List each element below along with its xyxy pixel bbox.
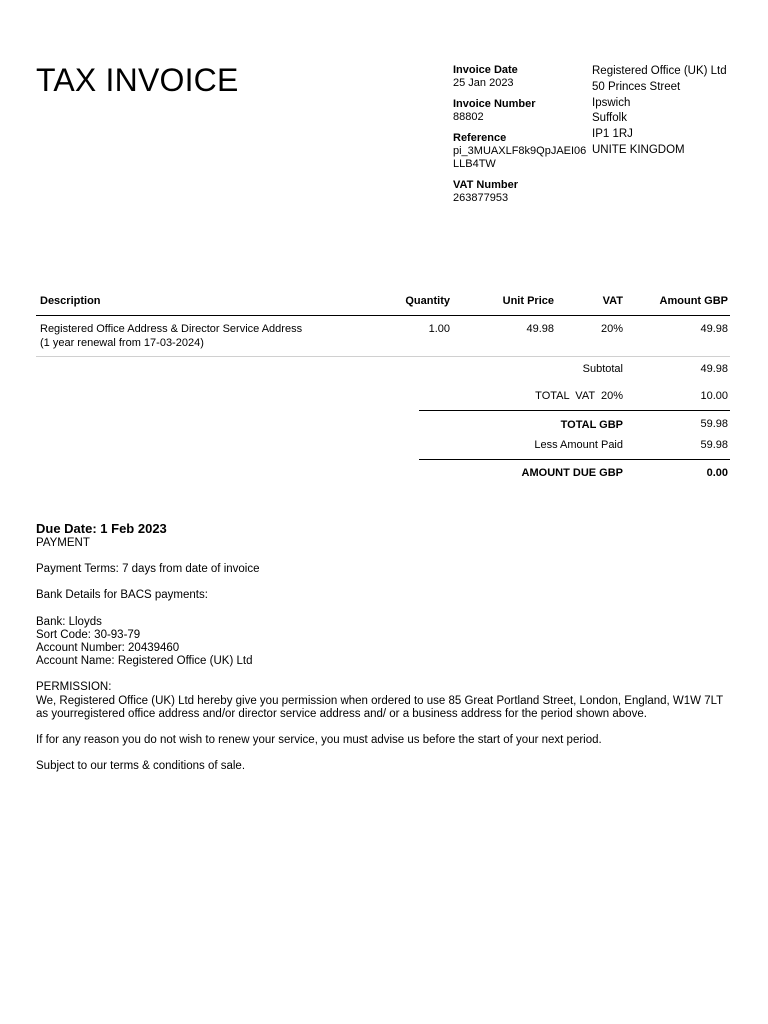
address-line: IP1 1RJ [592,128,633,141]
less-paid-label: Less Amount Paid [534,439,623,451]
totals-divider [419,410,730,411]
header-amount: Amount GBP [659,295,728,307]
subtotal-value: 49.98 [700,363,728,375]
table-row-description [40,322,370,350]
invoice-number-value: 88802 [453,111,484,123]
invoice-number-label: Invoice Number [453,98,536,110]
item-vat: 20% [600,323,623,335]
address-line: 50 Princes Street [592,80,681,93]
amount-due-value: 0.00 [706,467,728,479]
header-description: Description [40,295,101,307]
invoice-date-label: Invoice Date [453,64,518,76]
payment-heading: PAYMENT [36,537,90,549]
reference-group [453,132,588,171]
total-gbp-value: 59.98 [700,418,728,430]
permission-text: We, Registered Office (UK) Ltd hereby give you permission when ordered to use 85 Great Portland Street, London, England, W1W 7LT as yourregistered office address and/or director service address and/ or a business address for the period shown above. [36,694,723,720]
subtotal-label: Subtotal [582,363,623,375]
item-amount: 49.98 [700,323,728,335]
address-line: Registered Office (UK) Ltd [592,65,727,77]
item-unit-price: 49.98 [526,323,554,335]
company-address [592,64,727,159]
permission-heading: PERMISSION: [36,681,112,694]
invoice-meta [453,64,588,213]
total-vat-label: TOTAL VAT 20% [535,390,623,402]
total-gbp-label: TOTAL GBP [560,419,623,431]
invoice-date-group [453,64,588,90]
address-line: Suffolk [592,112,627,125]
reference-value: pi_3MUAXLF8k9QpJAEI06LLB4TW [453,145,587,170]
header-unit-price: Unit Price [502,295,554,307]
payment-terms: Payment Terms: 7 days from date of invoice [36,563,260,576]
item-description: Registered Office Address & Director Service Address [40,323,303,335]
bank-details-heading: Bank Details for BACS payments: [36,589,208,602]
reference-label: Reference [453,132,507,144]
due-date: Due Date: 1 Feb 2023 [36,521,167,536]
renew-notice: If for any reason you do not wish to renew your service, you must advise us before the start of your next period. [36,734,602,747]
header-quantity: Quantity [405,295,450,307]
less-paid-value: 59.98 [700,439,728,451]
sort-code: Sort Code: 30-93-79 [36,628,141,641]
vat-number-label: VAT Number [453,179,518,191]
account-name: Account Name: Registered Office (UK) Ltd [36,655,253,668]
amount-due-divider [419,459,730,460]
total-vat-value: 10.00 [700,390,728,402]
vat-number-group [453,179,588,205]
account-number: Account Number: 20439460 [36,642,180,655]
bank-name: Bank: Lloyds [36,615,102,628]
amount-due-label: AMOUNT DUE GBP [521,467,623,479]
terms-notice: Subject to our terms & conditions of sale. [36,760,246,773]
invoice-date-value: 25 Jan 2023 [453,77,514,89]
invoice-title: TAX INVOICE [36,62,239,98]
invoice-number-group [453,98,588,124]
row-divider [36,356,730,357]
address-line: UNITE KINGDOM [592,143,685,156]
payment-details [36,537,726,773]
vat-number-value: 263877953 [453,192,509,204]
item-description-detail: (1 year renewal from 17-03-2024) [40,337,204,349]
header-vat: VAT [602,295,623,307]
item-quantity: 1.00 [428,323,450,335]
address-line: Ipswich [592,96,631,109]
header-divider [36,315,730,316]
